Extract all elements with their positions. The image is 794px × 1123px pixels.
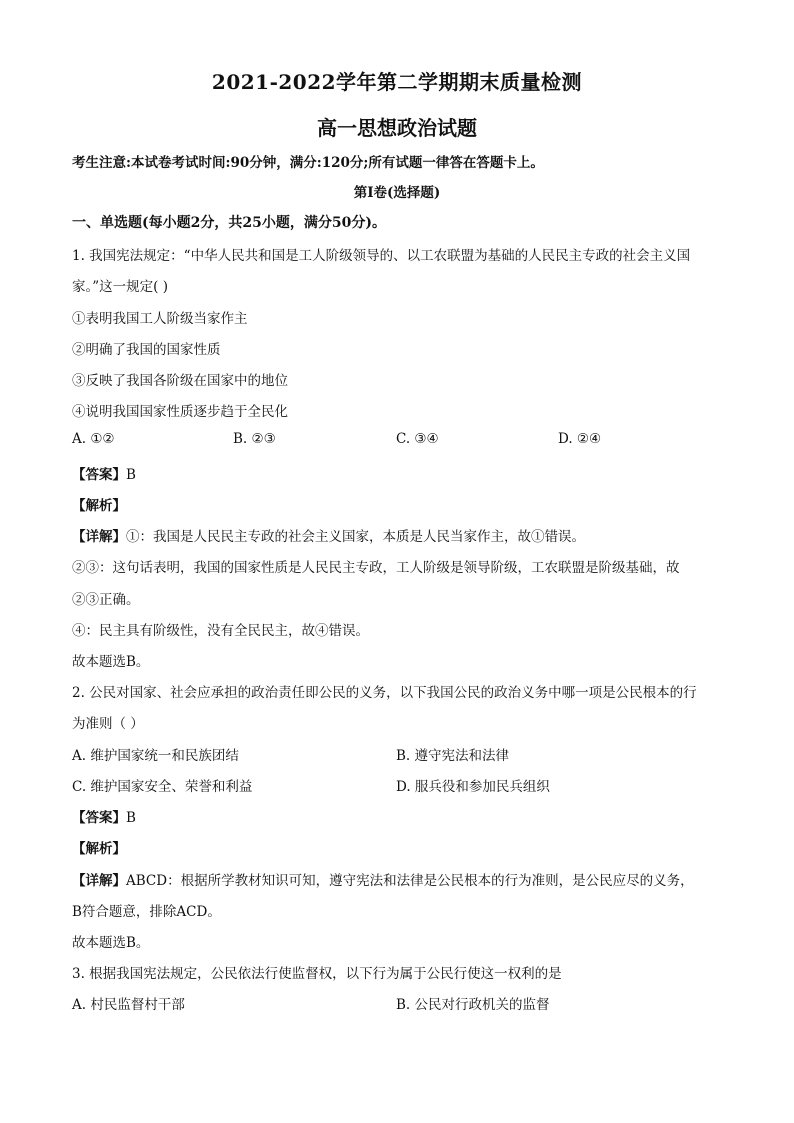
- exam-notice: 考生注意:本试卷考试时间:90分钟，满分:120分;所有试题一律答在答题卡上。: [72, 155, 544, 171]
- q2-analysis-tag: 【解析】: [72, 841, 126, 857]
- q1-answer: [72, 463, 136, 483]
- q1-stem-line2: 家。”这一规定( ): [72, 279, 168, 295]
- detail-text: ABCD：根据所学教材知识可知，遵守宪法和法律是公民根本的行为准则，是公民应尽的义务，: [126, 873, 694, 889]
- q2-option-c: C. 维护国家安全、荣誉和利益: [72, 779, 253, 795]
- q1-detail-line4: ④：民主具有阶级性，没有全民民主，故④错误。: [72, 623, 369, 639]
- q1-option-b: B. ②③: [233, 431, 276, 447]
- q1-detail-line2: ②③：这句话表明，我国的国家性质是人民民主专政，工人阶级是领导阶级，工农联盟是阶级基础，故: [72, 560, 680, 576]
- q2-stem-line1: 2. 公民对国家、社会应承担的政治责任即公民的义务，以下我国公民的政治义务中哪一项是公民根本的行: [72, 685, 697, 701]
- q2-stem-line2: 为准则（ ）: [72, 716, 144, 732]
- detail-tag: 【详解】: [72, 873, 126, 889]
- q1-item-1: ①表明我国工人阶级当家作主: [72, 311, 248, 327]
- answer-tag: 【答案】: [72, 810, 126, 826]
- volume-heading: 第Ⅰ卷(选择题): [353, 185, 441, 201]
- detail-tag: 【详解】: [72, 529, 126, 545]
- q1-conclusion: 故本题选B。: [72, 654, 150, 670]
- q2-option-d: D. 服兵役和参加民兵组织: [396, 779, 550, 795]
- q3-option-b: B. 公民对行政机关的监督: [396, 997, 550, 1013]
- q1-item-2: ②明确了我国的国家性质: [72, 342, 221, 358]
- q2-detail-line1: [72, 869, 694, 889]
- answer-value: B: [126, 810, 136, 826]
- exam-subtitle: 高一思想政治试题: [317, 116, 477, 140]
- q1-item-4: ④说明我国国家性质逐步趋于全民化: [72, 404, 288, 420]
- q1-detail-line3: ②③正确。: [72, 592, 140, 608]
- q1-option-c: C. ③④: [396, 431, 439, 447]
- q1-stem-line1: 1. 我国宪法规定：“中华人民共和国是工人阶级领导的、以工农联盟为基础的人民民主专政的社会主义国: [72, 248, 691, 264]
- q1-detail-line1: [72, 525, 585, 545]
- answer-value: B: [126, 467, 136, 483]
- section-heading: 一、单选题(每小题2分，共25小题，满分50分)。: [72, 215, 386, 231]
- q2-option-b: B. 遵守宪法和法律: [396, 748, 510, 764]
- q3-option-a: A. 村民监督村干部: [72, 997, 185, 1013]
- q2-detail-line2: B符合题意，排除ACD。: [72, 904, 221, 920]
- q1-item-3: ③反映了我国各阶级在国家中的地位: [72, 373, 288, 389]
- q2-option-a: A. 维护国家统一和民族团结: [72, 748, 239, 764]
- q2-answer: [72, 806, 136, 826]
- q1-option-d: D. ②④: [558, 431, 602, 447]
- q2-conclusion: 故本题选B。: [72, 935, 150, 951]
- answer-tag: 【答案】: [72, 467, 126, 483]
- detail-text: ①：我国是人民民主专政的社会主义国家，本质是人民当家作主，故①错误。: [126, 529, 585, 545]
- exam-title: 2021-2022学年第二学期期末质量检测: [211, 70, 583, 94]
- q3-stem-line1: 3. 根据我国宪法规定，公民依法行使监督权，以下行为属于公民行使这一权利的是: [72, 966, 562, 982]
- q1-option-a: A. ①②: [72, 431, 115, 447]
- q1-analysis-tag: 【解析】: [72, 498, 126, 514]
